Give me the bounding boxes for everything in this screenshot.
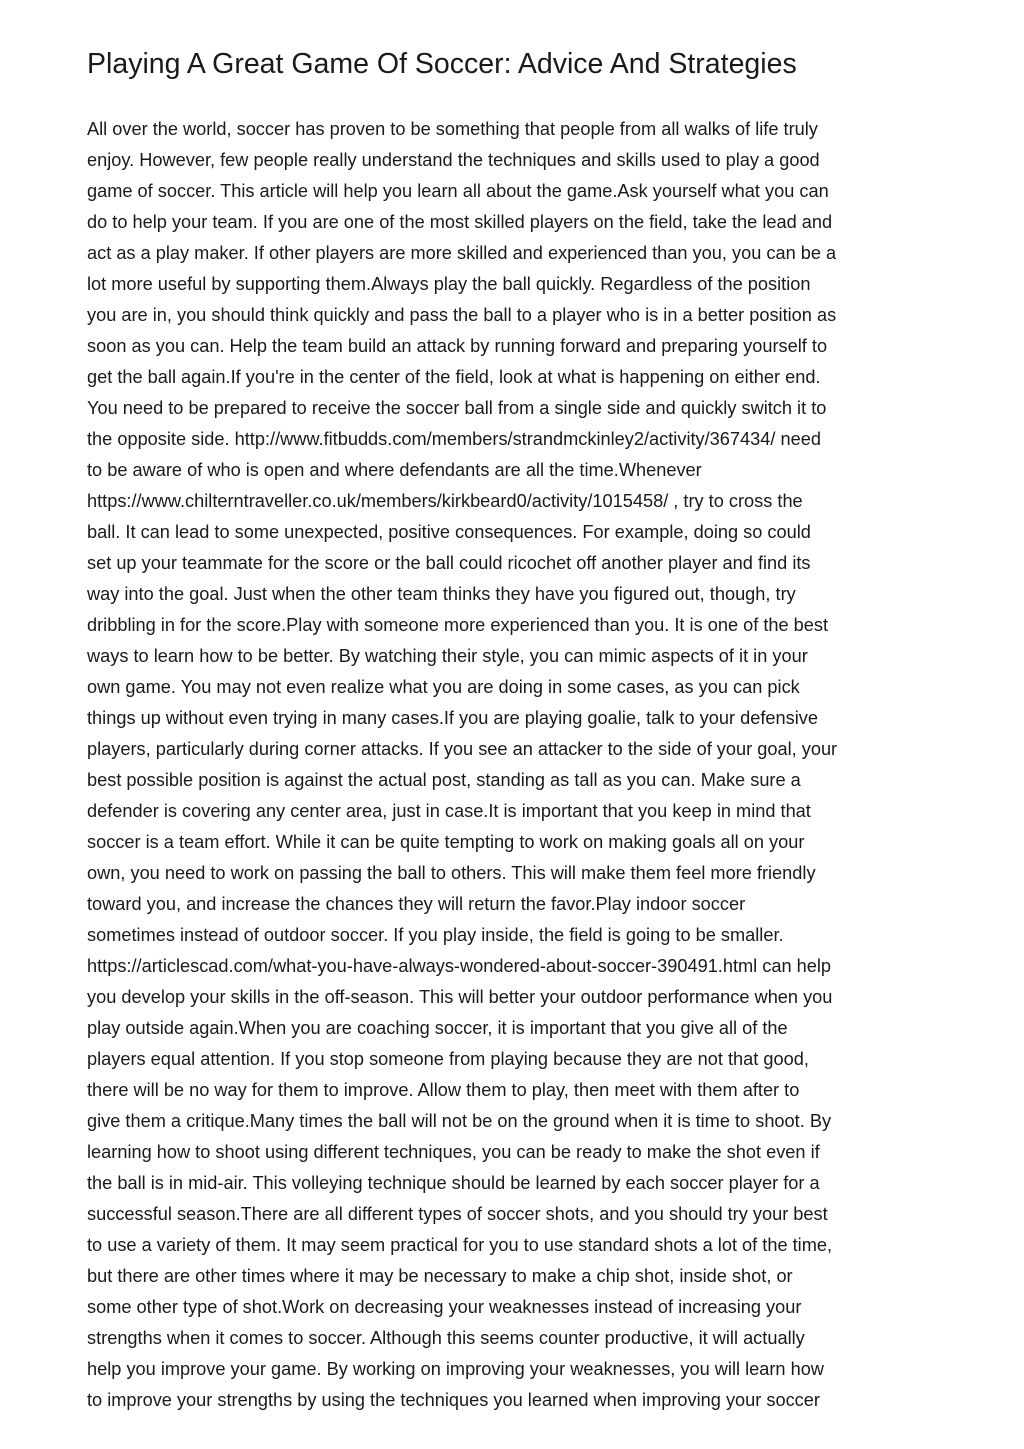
page-title: Playing A Great Game Of Soccer: Advice And Strategies [87, 48, 797, 80]
body-line: https://www.chilterntraveller.co.uk/members/kirkbeard0/activity/1015458/ , try to cross the [87, 491, 803, 511]
body-line: to use a variety of them. It may seem practical for you to use standard shots a lot of the time, [87, 1235, 833, 1255]
body-line: but there are other times where it may be necessary to make a chip shot, inside shot, or [87, 1266, 793, 1286]
body-line: get the ball again.If you're in the center of the field, look at what is happening on either end. [87, 367, 821, 387]
body-line: soccer is a team effort. While it can be quite tempting to work on making goals all on your [87, 832, 805, 852]
body-line: All over the world, soccer has proven to be something that people from all walks of life truly [87, 119, 818, 139]
body-line: you develop your skills in the off-season. This will better your outdoor performance when you [87, 987, 833, 1007]
body-line: you are in, you should think quickly and pass the ball to a player who is in a better position as [87, 305, 837, 325]
body-line: defender is covering any center area, just in case.It is important that you keep in mind that [87, 801, 811, 821]
body-line: the ball is in mid-air. This volleying technique should be learned by each soccer player for a [87, 1173, 820, 1193]
body-line: players, particularly during corner attacks. If you see an attacker to the side of your goal, your [87, 739, 838, 759]
body-line: way into the goal. Just when the other team thinks they have you figured out, though, try [87, 584, 796, 604]
body-line: lot more useful by supporting them.Always play the ball quickly. Regardless of the position [87, 274, 811, 294]
body-line: learning how to shoot using different techniques, you can be ready to make the shot even if [87, 1142, 820, 1162]
body-line: the opposite side. http://www.fitbudds.com/members/strandmckinley2/activity/367434/ need [87, 429, 821, 449]
body-line: ways to learn how to be better. By watching their style, you can mimic aspects of it in your [87, 646, 808, 666]
body-line: own, you need to work on passing the ball to others. This will make them feel more friendly [87, 863, 816, 883]
body-line: dribbling in for the score.Play with someone more experienced than you. It is one of the best [87, 615, 829, 635]
body-line: game of soccer. This article will help you learn all about the game.Ask yourself what you can [87, 181, 829, 201]
body-line: sometimes instead of outdoor soccer. If you play inside, the field is going to be smaller. [87, 925, 784, 945]
body-line: to improve your strengths by using the techniques you learned when improving your soccer [87, 1390, 820, 1410]
body-line: some other type of shot.Work on decreasing your weaknesses instead of increasing your [87, 1297, 802, 1317]
article-body [87, 114, 947, 1416]
body-line: set up your teammate for the score or the ball could ricochet off another player and find its [87, 553, 811, 573]
body-line: own game. You may not even realize what you are doing in some cases, as you can pick [87, 677, 800, 697]
body-line: You need to be prepared to receive the soccer ball from a single side and quickly switch it to [87, 398, 827, 418]
body-line: enjoy. However, few people really understand the techniques and skills used to play a good [87, 150, 820, 170]
body-line: give them a critique.Many times the ball will not be on the ground when it is time to shoot. By [87, 1111, 832, 1131]
body-line: https://articlescad.com/what-you-have-always-wondered-about-soccer-390491.html can help [87, 956, 832, 976]
body-line: to be aware of who is open and where defendants are all the time.Whenever [87, 460, 702, 480]
body-line: things up without even trying in many cases.If you are playing goalie, talk to your defensive [87, 708, 818, 728]
body-line: soon as you can. Help the team build an attack by running forward and preparing yourself to [87, 336, 828, 356]
body-line: strengths when it comes to soccer. Although this seems counter productive, it will actually [87, 1328, 805, 1348]
body-line: help you improve your game. By working on improving your weaknesses, you will learn how [87, 1359, 824, 1379]
body-line: play outside again.When you are coaching soccer, it is important that you give all of the [87, 1018, 788, 1038]
body-line: act as a play maker. If other players are more skilled and experienced than you, you can be a [87, 243, 837, 263]
body-line: toward you, and increase the chances they will return the favor.Play indoor soccer [87, 894, 746, 914]
body-line: ball. It can lead to some unexpected, positive consequences. For example, doing so could [87, 522, 811, 542]
body-line: do to help your team. If you are one of the most skilled players on the field, take the lead and [87, 212, 833, 232]
body-line: players equal attention. If you stop someone from playing because they are not that good, [87, 1049, 809, 1069]
body-line: best possible position is against the actual post, standing as tall as you can. Make sure a [87, 770, 801, 790]
body-line: successful season.There are all different types of soccer shots, and you should try your best [87, 1204, 828, 1224]
body-line: there will be no way for them to improve. Allow them to play, then meet with them after to [87, 1080, 800, 1100]
